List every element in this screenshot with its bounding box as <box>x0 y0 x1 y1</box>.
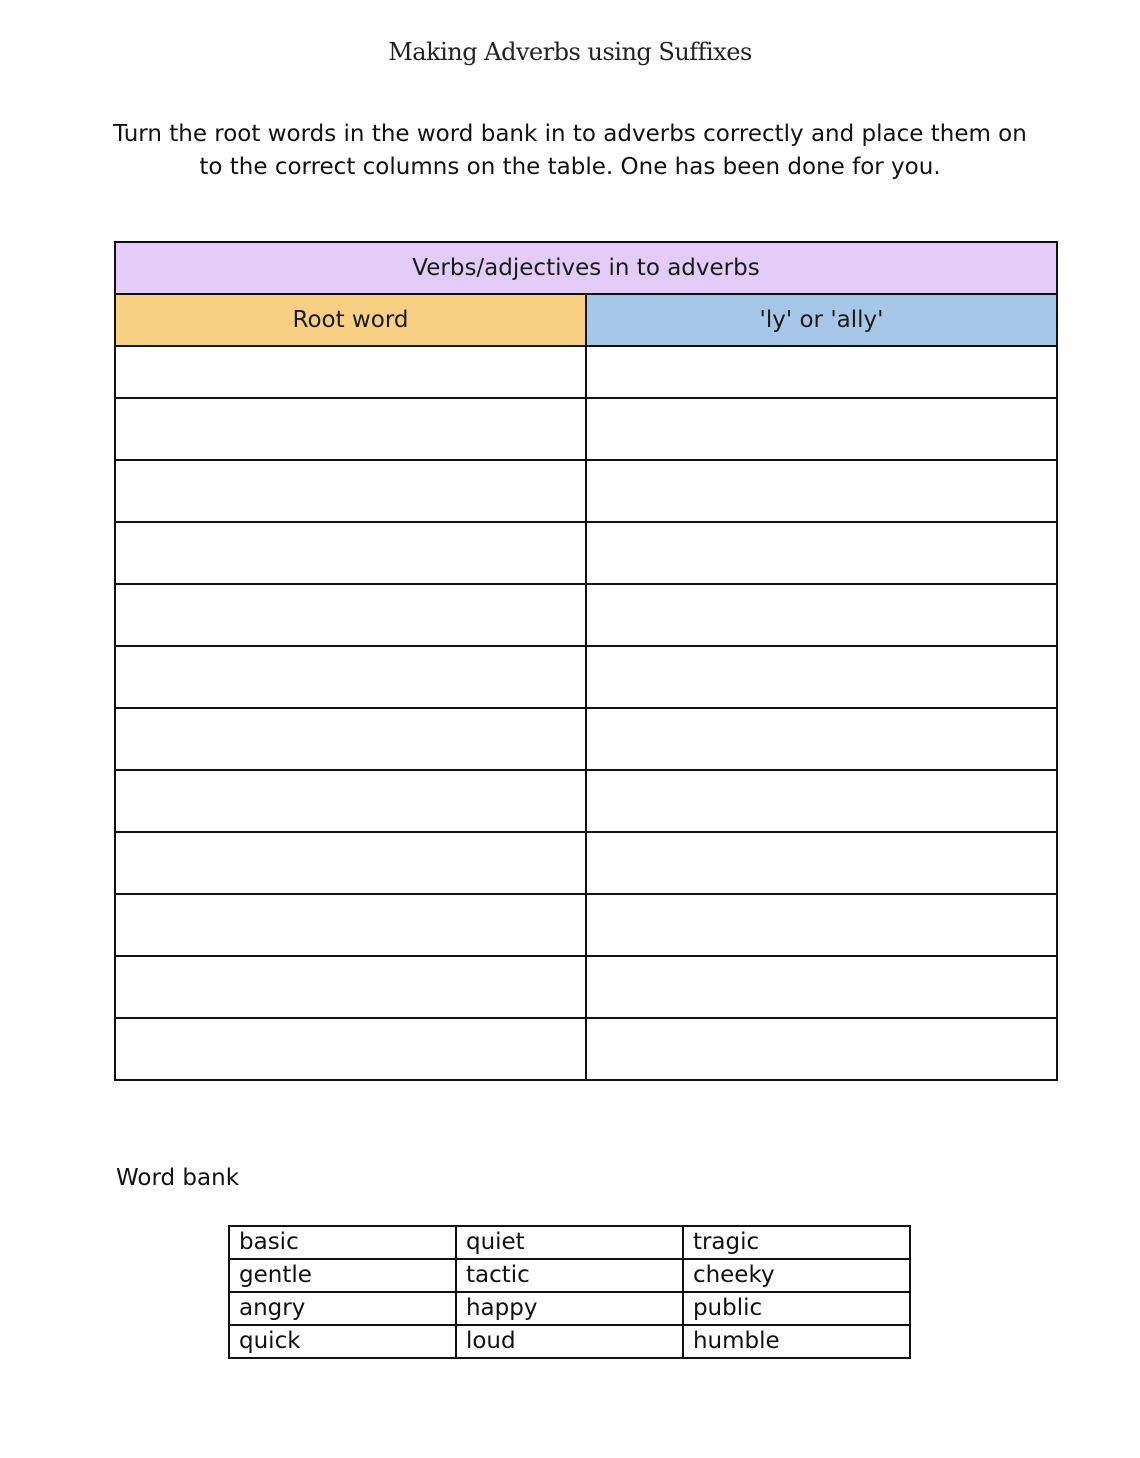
adverb-cell[interactable] <box>586 770 1057 832</box>
word-bank-word: public <box>683 1292 910 1325</box>
table-row <box>115 346 1057 398</box>
table-row <box>115 708 1057 770</box>
root-word-cell[interactable] <box>115 832 586 894</box>
word-bank-row <box>229 1292 910 1325</box>
word-bank-word: quick <box>229 1325 456 1358</box>
adverb-cell[interactable] <box>586 1018 1057 1080</box>
table-row <box>115 584 1057 646</box>
word-bank-word: happy <box>456 1292 683 1325</box>
page-title: Making Adverbs using Suffixes <box>388 38 752 66</box>
adverb-cell[interactable] <box>586 708 1057 770</box>
root-word-cell[interactable] <box>115 708 586 770</box>
word-bank-word: angry <box>229 1292 456 1325</box>
word-bank-word: humble <box>683 1325 910 1358</box>
root-word-cell[interactable] <box>115 646 586 708</box>
suffix-column-header: 'ly' or 'ally' <box>586 294 1057 346</box>
word-bank-word: gentle <box>229 1259 456 1292</box>
root-word-cell[interactable] <box>115 1018 586 1080</box>
word-bank-row <box>229 1325 910 1358</box>
instructions-text: Turn the root words in the word bank in to adverbs correctly and place them on to the correct columns on the table. One has been done for you. <box>113 121 1027 180</box>
word-bank-word: quiet <box>456 1226 683 1259</box>
adverb-cell[interactable] <box>586 832 1057 894</box>
word-bank-word: loud <box>456 1325 683 1358</box>
root-word-column-header: Root word <box>115 294 586 346</box>
root-word-cell[interactable] <box>115 346 586 398</box>
table-row <box>115 1018 1057 1080</box>
root-word-cell[interactable] <box>115 956 586 1018</box>
adverb-cell[interactable] <box>586 346 1057 398</box>
word-bank-label: Word bank <box>116 1165 240 1191</box>
word-bank-word: tragic <box>683 1226 910 1259</box>
table-row <box>115 460 1057 522</box>
root-word-cell[interactable] <box>115 398 586 460</box>
table-row <box>115 646 1057 708</box>
table-row <box>115 832 1057 894</box>
word-bank-word: tactic <box>456 1259 683 1292</box>
root-word-cell[interactable] <box>115 770 586 832</box>
adverb-cell[interactable] <box>586 956 1057 1018</box>
table-row <box>115 894 1057 956</box>
adverb-cell[interactable] <box>586 646 1057 708</box>
table-row <box>115 956 1057 1018</box>
root-word-cell[interactable] <box>115 584 586 646</box>
adverbs-table <box>114 241 1058 1081</box>
table-row <box>115 522 1057 584</box>
adverb-cell[interactable] <box>586 522 1057 584</box>
word-bank-word: cheeky <box>683 1259 910 1292</box>
root-word-cell[interactable] <box>115 894 586 956</box>
root-word-cell[interactable] <box>115 522 586 584</box>
table-title-header: Verbs/adjectives in to adverbs <box>115 242 1057 294</box>
word-bank-row <box>229 1226 910 1259</box>
word-bank-word: basic <box>229 1226 456 1259</box>
adverb-cell[interactable] <box>586 460 1057 522</box>
table-row <box>115 398 1057 460</box>
word-bank-table <box>228 1225 911 1359</box>
word-bank-row <box>229 1259 910 1292</box>
adverb-cell[interactable] <box>586 398 1057 460</box>
adverb-cell[interactable] <box>586 894 1057 956</box>
table-row <box>115 770 1057 832</box>
root-word-cell[interactable] <box>115 460 586 522</box>
adverb-cell[interactable] <box>586 584 1057 646</box>
